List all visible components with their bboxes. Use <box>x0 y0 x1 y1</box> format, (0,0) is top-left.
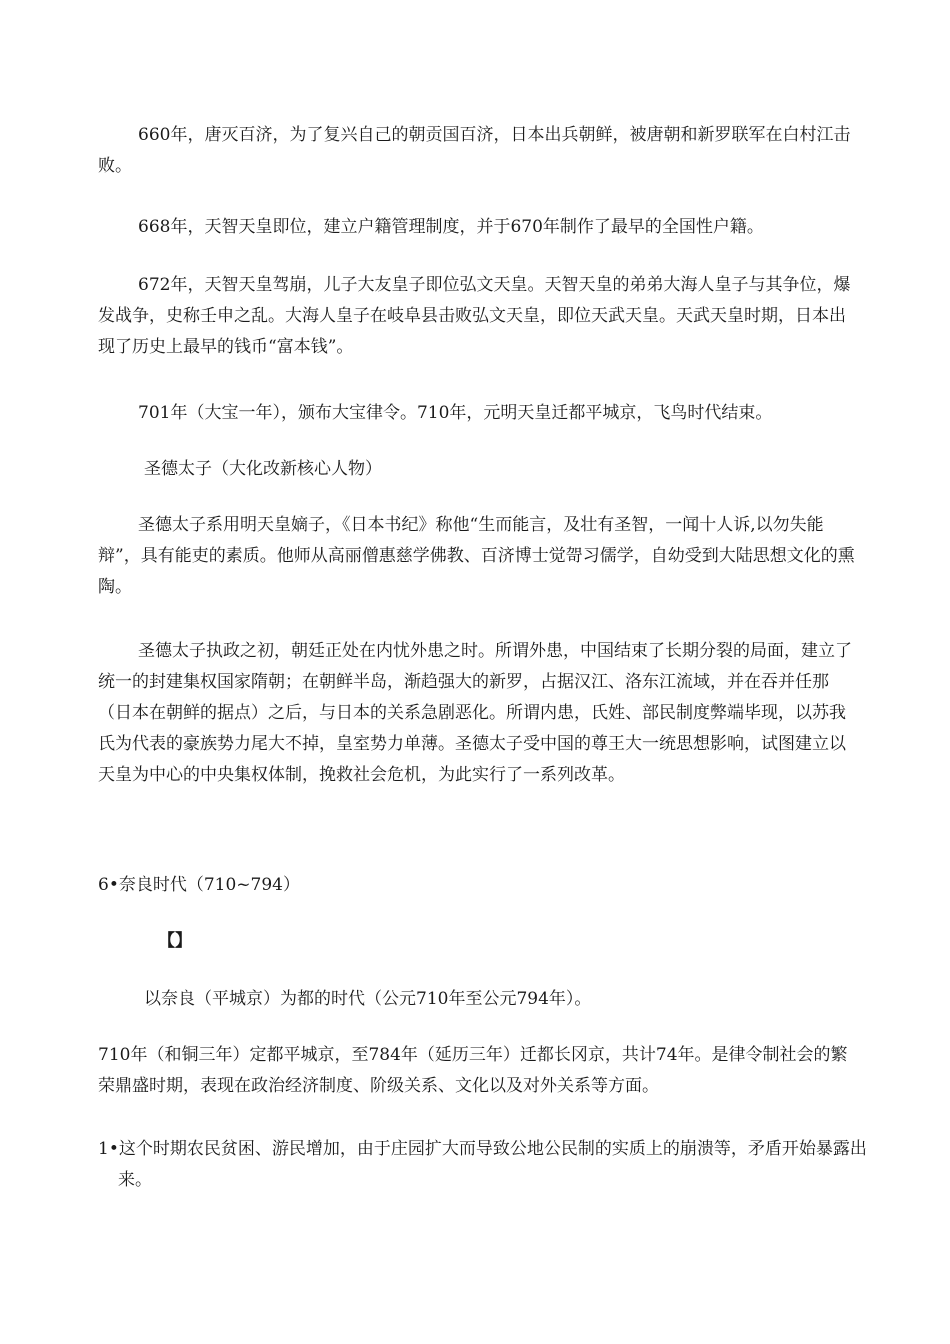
paragraph-660: 660年，唐灭百济，为了复兴自己的朝贡国百济，日本出兵朝鲜，被唐朝和新罗联军在白村江击败。 <box>98 125 851 176</box>
paragraph-shotoku-reform: 圣德太子执政之初，朝廷正处在内忧外患之时。所谓外患，中国结束了长期分裂的局面，建立了统一的封建集权国家隋朝；在朝鲜半岛，渐趋强大的新罗，占据汉江、洛东江流域，并在吞并任那（日本在朝鲜的据点）之后，与日本的关系急剧恶化。所谓内患，氏姓、部民制度弊端毕现，以苏我氏为代表的豪族势力尾大不掉，皇室势力单薄。圣德太子受中国的尊王大一统思想影响，试图建立以天皇为中心的中央集权体制，挽救社会危机，为此实行了一系列改革。 <box>98 641 852 785</box>
paragraph-672: 672年，天智天皇驾崩，儿子大友皇子即位弘文天皇。天智天皇的弟弟大海人皇子与其争位，爆发战争，史称壬申之乱。大海人皇子在岐阜县击败弘文天皇，即位天武天皇。天武天皇时期，日本出现了历史上最早的钱币“富本钱”。 <box>98 275 851 357</box>
paragraph-shotoku-bio: 圣德太子系用明天皇嫡子，《日本书纪》称他“生而能言，及壮有圣智，一闻十人诉,以勿失能辩”，具有能吏的素质。他师从高丽僧惠慈学佛教、百济博士觉哿习儒学，自幼受到大陆思想文化的熏陶。 <box>98 515 855 597</box>
section-heading-nara: 6•奈良时代（710~794） <box>98 875 300 895</box>
list-item-1: 1•这个时期农民贫困、游民增加，由于庄园扩大而导致公地公民制的实质上的崩溃等，矛盾开始暴露出来。 <box>98 1139 867 1190</box>
paragraph-nara-detail: 710年（和铜三年）定都平城京，至784年（延历三年）迁都长冈京，共计74年。是律令制社会的繁荣鼎盛时期，表现在政治经济制度、阶级关系、文化以及对外关系等方面。 <box>98 1045 848 1096</box>
bracket-marker: 【】 <box>158 931 192 951</box>
paragraph-668: 668年，天智天皇即位，建立户籍管理制度，并于670年制作了最早的全国性户籍。 <box>138 217 764 237</box>
section-heading-shotoku: 圣德太子（大化改新核心人物） <box>144 459 382 479</box>
paragraph-701: 701年（大宝一年），颁布大宝律令。710年，元明天皇迁都平城京，飞鸟时代结束。 <box>138 403 773 423</box>
paragraph-nara-intro: 以奈良（平城京）为都的时代（公元710年至公元794年）。 <box>144 989 592 1009</box>
